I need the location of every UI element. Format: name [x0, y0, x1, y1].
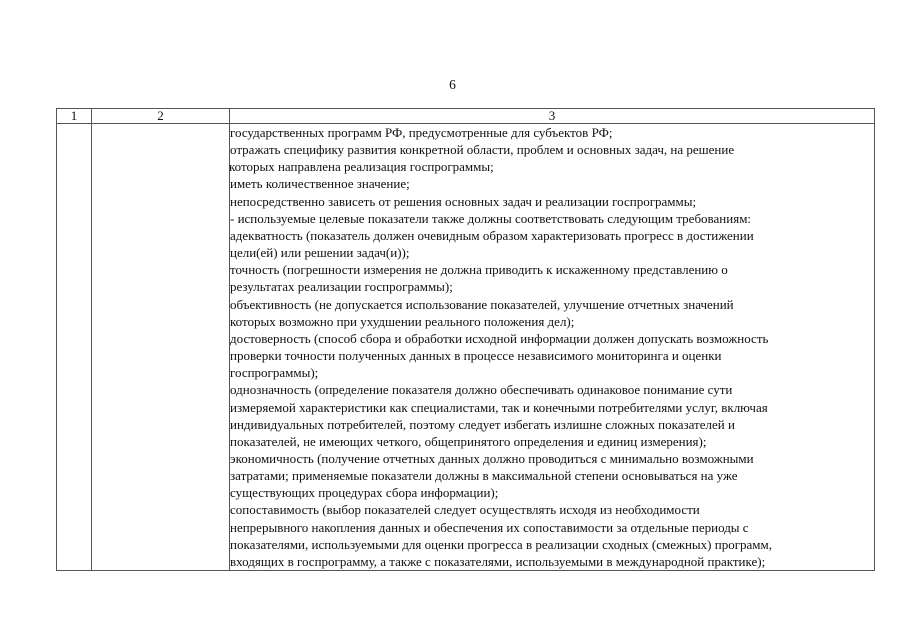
cell-column-2 — [92, 124, 230, 571]
text-line: однозначность (определение показателя должно обеспечивать одинаковое понимание сути — [230, 382, 733, 398]
text-line: достоверность (способ сбора и обработки исходной информации должен допускать возможность — [230, 330, 769, 346]
document-table — [56, 108, 875, 571]
page-number: 6 — [449, 77, 456, 92]
text-line: измеряемой характеристики как специалистами, так и конечными потребителями услуг, включая — [230, 399, 768, 415]
column-header-1: 1 — [57, 109, 92, 124]
text-line: непрерывного накопления данных и обеспечения их сопоставимости за отдельные периоды с — [230, 519, 749, 535]
text-line: результатах реализации госпрограммы); — [230, 279, 453, 295]
text-line: сопоставимость (выбор показателей следует осуществлять исходя из необходимости — [230, 502, 700, 518]
text-line: индивидуальных потребителей, поэтому следует избегать излишне сложных показателей и — [230, 416, 735, 432]
text-line: объективность (не допускается использование показателей, улучшение отчетных значений — [230, 296, 734, 312]
text-line: адекватность (показатель должен очевидным образом характеризовать прогресс в достижении — [230, 227, 754, 243]
text-line: которых возможно при ухудшении реального положения дел); — [230, 313, 575, 329]
table-row — [57, 124, 875, 571]
text-line: - используемые целевые показатели также должны соответствовать следующим требованиям: — [230, 210, 752, 226]
table-header-row — [57, 109, 875, 124]
text-line: экономичность (получение отчетных данных должно проводиться с минимально возможными — [230, 450, 754, 466]
text-line: затратами; применяемые показатели должны в максимальной степени основываться на уже — [230, 468, 738, 484]
column-header-2: 2 — [92, 109, 230, 124]
text-line: непосредственно зависеть от решения основных задач и реализации госпрограммы; — [230, 193, 697, 209]
text-line: показателей, не имеющих четкого, общепринятого определения и единиц измерения); — [230, 433, 707, 449]
text-line: проверки точности полученных данных в процессе независимого мониторинга и оценки — [230, 348, 722, 364]
cell-column-1 — [57, 124, 92, 571]
text-line: цели(ей) или решении задач(и)); — [230, 245, 410, 261]
text-line: иметь количественное значение; — [230, 176, 410, 192]
text-line: показателями, используемыми для оценки прогресса в реализации сходных (смежных) программ, — [230, 536, 773, 552]
text-line: госпрограммы); — [230, 365, 319, 381]
cell-column-3-text — [230, 124, 875, 571]
text-line: входящих в госпрограмму, а также с показателями, используемыми в международной практике); — [230, 553, 766, 569]
text-line: существующих процедурах сбора информации); — [230, 485, 499, 501]
text-line: которых направлена реализация госпрограммы; — [229, 159, 494, 175]
text-line: точность (погрешности измерения не должна приводить к искаженному представлению о — [230, 262, 728, 278]
text-line: отражать специфику развития конкретной области, проблем и основных задач, на решение — [230, 142, 735, 158]
column-header-3: 3 — [230, 109, 875, 124]
text-line: государственных программ РФ, предусмотренные для субъектов РФ; — [230, 125, 613, 140]
